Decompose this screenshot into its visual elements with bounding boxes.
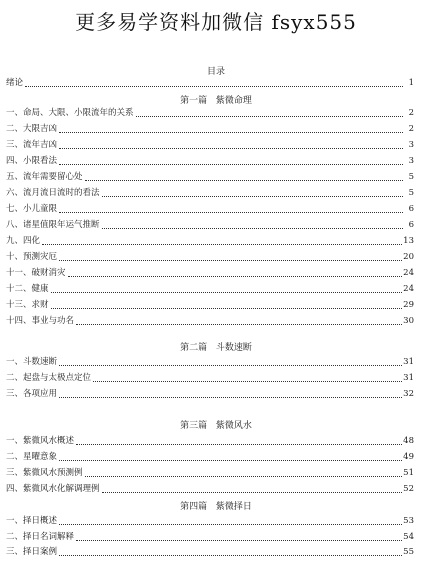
toc-entry-label: 一、紫微风水概述 bbox=[6, 436, 75, 446]
watermark-header: 更多易学资料加微信 fsyx555 bbox=[75, 10, 357, 34]
toc-entry-label: 二、起盘与太极点定位 bbox=[6, 373, 92, 383]
dot-leader bbox=[59, 365, 402, 366]
dot-leader bbox=[102, 228, 403, 229]
toc-entry-label: 九、四化 bbox=[6, 236, 41, 246]
toc-entry[interactable] bbox=[6, 532, 414, 543]
toc-entry-page: 3 bbox=[408, 140, 414, 150]
dot-leader bbox=[59, 164, 403, 165]
toc-entry-label: 四、小限看法 bbox=[6, 156, 58, 166]
toc-entry[interactable] bbox=[6, 468, 414, 479]
toc-entry-page: 32 bbox=[403, 389, 414, 399]
toc-entry-page: 3 bbox=[408, 156, 414, 166]
toc-entry-page: 5 bbox=[408, 188, 414, 198]
dot-leader bbox=[136, 116, 403, 117]
toc-entry-page: 24 bbox=[403, 284, 414, 294]
toc-entry[interactable] bbox=[6, 300, 414, 311]
toc-entry-page: 20 bbox=[403, 252, 414, 262]
toc-entry[interactable] bbox=[6, 547, 414, 558]
toc-entry[interactable] bbox=[6, 172, 414, 183]
toc-entry[interactable] bbox=[6, 389, 414, 400]
part-title: 第一篇 紫微命理 bbox=[180, 96, 252, 106]
dot-leader bbox=[85, 476, 403, 477]
toc-entry[interactable] bbox=[6, 108, 414, 119]
dot-leader bbox=[59, 260, 402, 261]
dot-leader bbox=[59, 212, 403, 213]
dot-leader bbox=[102, 196, 403, 197]
toc-entry-page: 1 bbox=[408, 78, 414, 88]
dot-leader bbox=[102, 492, 403, 493]
toc-entry-label: 十二、健康 bbox=[6, 284, 49, 294]
toc-entry[interactable] bbox=[6, 204, 414, 215]
toc-entry-label: 三、各项应用 bbox=[6, 389, 58, 399]
toc-entry[interactable] bbox=[6, 140, 414, 151]
toc-entry[interactable] bbox=[6, 357, 414, 368]
dot-leader bbox=[59, 132, 403, 133]
toc-entry[interactable] bbox=[6, 124, 414, 135]
toc-entry-label: 七、小儿童限 bbox=[6, 204, 58, 214]
toc-entry-label: 一、斗数速断 bbox=[6, 357, 58, 367]
toc-entry-label: 一、择日概述 bbox=[6, 516, 58, 526]
toc-entry-label: 四、紫微风水化解调理例 bbox=[6, 484, 100, 494]
toc-entry[interactable] bbox=[6, 436, 414, 447]
toc-entry-label: 五、流年需要留心处 bbox=[6, 172, 83, 182]
toc-entry[interactable] bbox=[6, 156, 414, 167]
dot-leader bbox=[59, 524, 402, 525]
dot-leader bbox=[59, 397, 402, 398]
toc-entry-label: 二、择日名词解释 bbox=[6, 532, 75, 542]
toc-entry-page: 6 bbox=[408, 220, 414, 230]
toc-entry-page: 49 bbox=[403, 452, 414, 462]
toc-entry-page: 24 bbox=[403, 268, 414, 278]
toc-entry[interactable] bbox=[6, 316, 414, 327]
toc-entry-label: 三、紫微风水预测例 bbox=[6, 468, 83, 478]
toc-entry-page: 13 bbox=[403, 236, 414, 246]
dot-leader bbox=[85, 180, 403, 181]
toc-entry-label: 十、预测灾厄 bbox=[6, 252, 58, 262]
dot-leader bbox=[76, 540, 402, 541]
toc-entry-page: 31 bbox=[403, 357, 414, 367]
toc-entry-page: 6 bbox=[408, 204, 414, 214]
toc-entry-label: 六、流月流日流时的看法 bbox=[6, 188, 100, 198]
toc-entry-intro[interactable] bbox=[6, 78, 414, 89]
toc-entry-label: 八、诸星值限年运气推断 bbox=[6, 220, 100, 230]
toc-entry-page: 55 bbox=[403, 547, 414, 557]
toc-entry[interactable] bbox=[6, 484, 414, 495]
toc-entry-label: 二、星曜意象 bbox=[6, 452, 58, 462]
toc-entry-page: 2 bbox=[408, 108, 414, 118]
toc-entry-label: 十三、求财 bbox=[6, 300, 49, 310]
toc-title: 目录 bbox=[206, 67, 225, 77]
toc-entry-label: 绪论 bbox=[6, 78, 24, 88]
toc-entry[interactable] bbox=[6, 516, 414, 527]
toc-entry-page: 54 bbox=[403, 532, 414, 542]
toc-entry[interactable] bbox=[6, 236, 414, 247]
dot-leader bbox=[59, 148, 403, 149]
part-title: 第三篇 紫微风水 bbox=[180, 421, 252, 431]
toc-entry-label: 一、命局、大限、小限流年的关系 bbox=[6, 108, 134, 118]
toc-entry-page: 48 bbox=[403, 436, 414, 446]
toc-entry[interactable] bbox=[6, 452, 414, 463]
toc-entry-page: 2 bbox=[408, 124, 414, 134]
toc-entry-label: 三、流年吉凶 bbox=[6, 140, 58, 150]
toc-entry-page: 52 bbox=[403, 484, 414, 494]
toc-entry-page: 51 bbox=[403, 468, 414, 478]
toc-entry-page: 29 bbox=[403, 300, 414, 310]
toc-entry-page: 5 bbox=[408, 172, 414, 182]
dot-leader bbox=[51, 308, 403, 309]
dot-leader bbox=[51, 292, 403, 293]
dot-leader bbox=[76, 324, 402, 325]
toc-entry[interactable] bbox=[6, 188, 414, 199]
part-title: 第四篇 紫微择日 bbox=[180, 502, 252, 512]
toc-entry[interactable] bbox=[6, 284, 414, 295]
toc-entry-label: 二、大限吉凶 bbox=[6, 124, 58, 134]
toc-entry[interactable] bbox=[6, 373, 414, 384]
toc-entry-label: 十一、破财消灾 bbox=[6, 268, 66, 278]
part-title: 第二篇 斗数速断 bbox=[180, 343, 252, 353]
toc-entry[interactable] bbox=[6, 220, 414, 231]
dot-leader bbox=[42, 244, 402, 245]
toc-entry[interactable] bbox=[6, 252, 414, 263]
dot-leader bbox=[76, 444, 402, 445]
toc-entry-page: 30 bbox=[403, 316, 414, 326]
dot-leader bbox=[59, 460, 402, 461]
toc-entry-label: 十四、事业与功名 bbox=[6, 316, 75, 326]
toc-entry[interactable] bbox=[6, 268, 414, 279]
dot-leader bbox=[25, 86, 403, 87]
toc-entry-label: 三、择日案例 bbox=[6, 547, 58, 557]
dot-leader bbox=[68, 276, 403, 277]
dot-leader bbox=[59, 555, 402, 556]
toc-entry-page: 53 bbox=[403, 516, 414, 526]
dot-leader bbox=[93, 381, 402, 382]
toc-entry-page: 31 bbox=[403, 373, 414, 383]
